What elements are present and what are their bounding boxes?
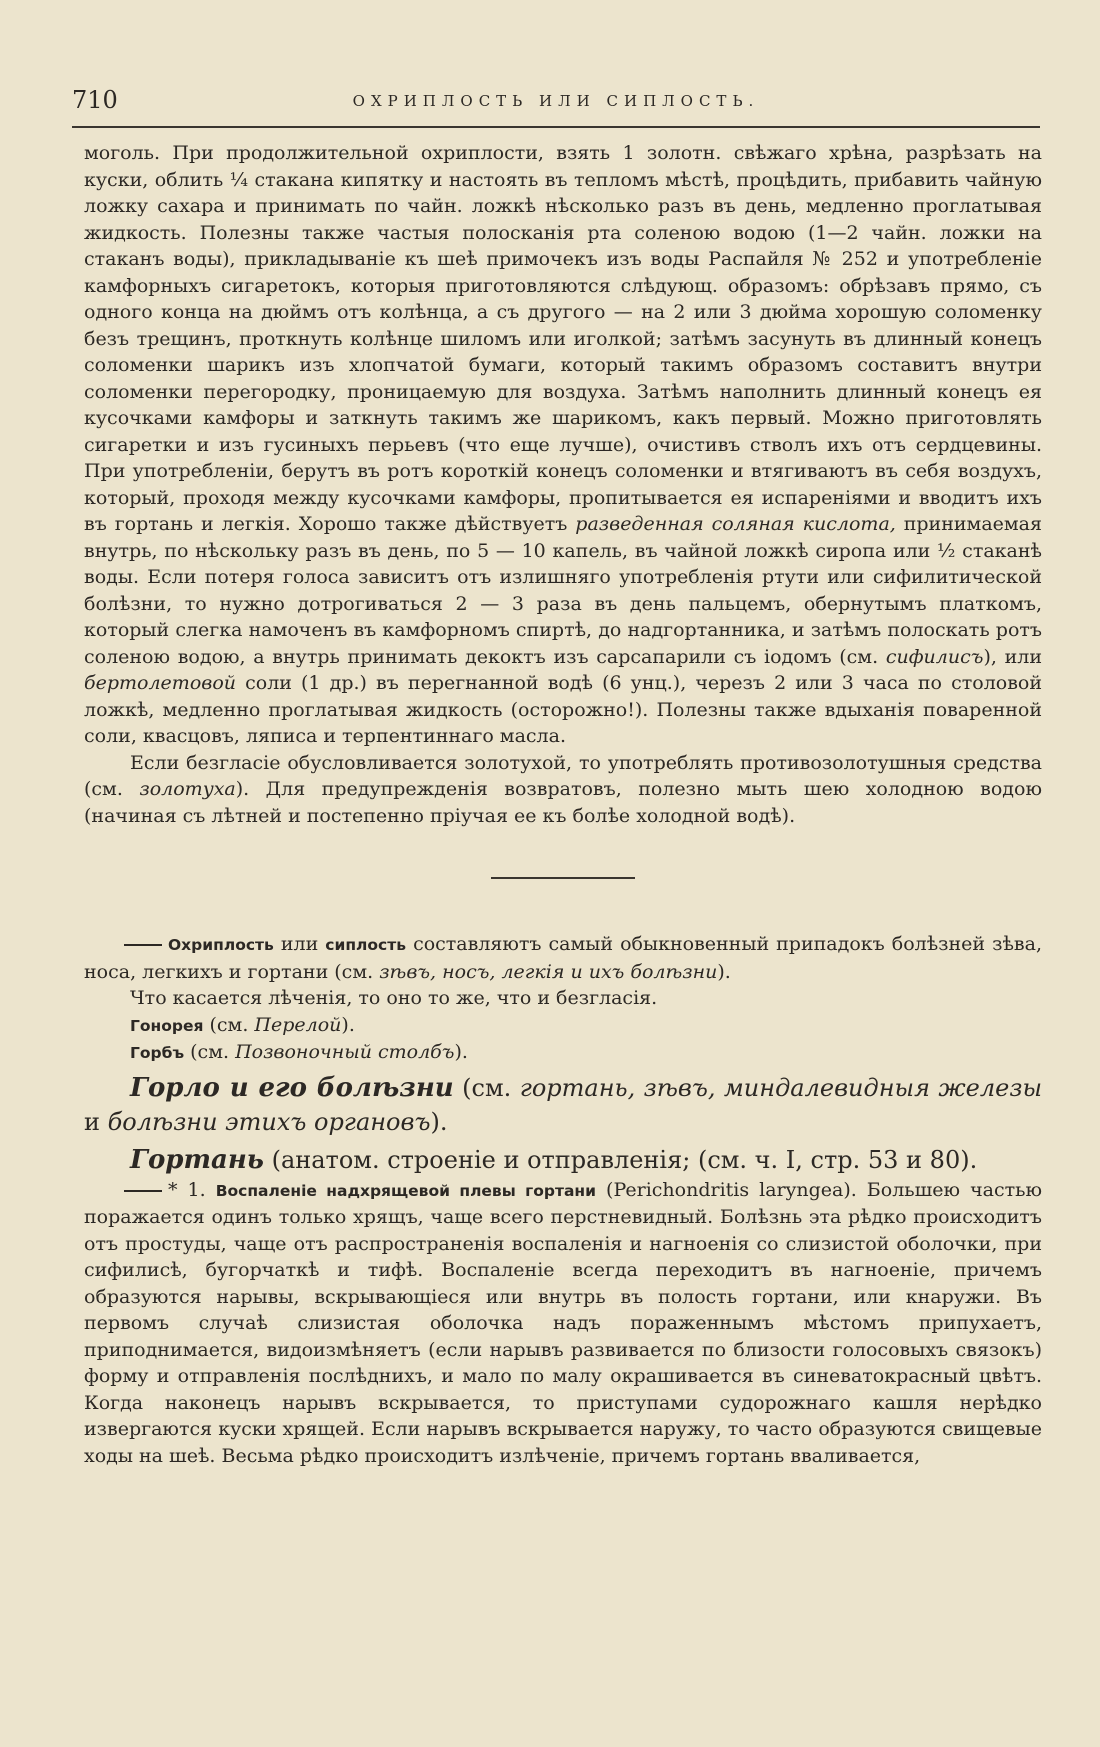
page-body <box>84 140 1042 1469</box>
text: ). <box>717 960 731 983</box>
text: Если безгласіе обусловливается золотухой, то употреблять противозолотушныя средства (см. <box>84 751 1042 800</box>
text: (см. <box>190 1041 230 1063</box>
header-rule <box>72 126 1040 128</box>
entry-number: * 1. <box>168 1178 206 1201</box>
entry-term: сиплость <box>325 936 407 954</box>
section-separator <box>491 877 635 879</box>
entry-hoarseness-treatment <box>84 985 1042 1012</box>
running-title: ОХРИПЛОСТЬ ИЛИ СИПЛОСТЬ. <box>352 92 760 110</box>
text: и <box>84 1107 100 1136</box>
cross-reference: гортань, зѣвъ, миндалевидныя железы <box>519 1073 1042 1102</box>
cross-reference: болѣзни этихъ органовъ <box>107 1107 431 1136</box>
entry-term: Воспаленіе надхрящевой плевы гортани <box>215 1181 596 1200</box>
text: или <box>280 933 319 955</box>
text: (см. <box>462 1073 512 1102</box>
entry-larynx <box>84 1143 1042 1177</box>
text: (анатом. строеніе и отправленія; (см. ч. I, стр. 53 и 80). <box>271 1145 978 1174</box>
text: принимаемая внутрь, по нѣскольку разъ въ день, по 5 — 10 капель, въ чайной ложкѣ сиропа или ½ стаканѣ воды. Если потеря голоса зависитъ отъ излишняго употребленія ртути или сифилитической болѣзни, то нужно дотрогиваться 2 — 3 раза въ день пальцемъ, обернутымъ платкомъ, который слегка намоченъ въ камфорномъ спиртѣ, до надгортанника, и затѣмъ полоскать ротъ соленою водою, а внутрь принимать декоктъ изъ сарсапарили съ іодомъ (см. <box>84 513 1042 668</box>
entry-term: Горбъ <box>130 1044 185 1062</box>
entry-perichondritis <box>84 1177 1042 1470</box>
emphasis: разведенная соляная кислота, <box>575 513 896 535</box>
entry-dash <box>124 1190 162 1192</box>
text: ), или <box>983 645 1042 668</box>
entry-gonorrhea <box>84 1012 1042 1040</box>
text: ). <box>454 1041 468 1063</box>
cross-reference: золотуха <box>139 778 236 800</box>
text: ). <box>430 1107 448 1136</box>
entry-term: Охриплость <box>168 936 274 954</box>
cross-reference: Позвоночный столбъ <box>235 1041 455 1063</box>
paragraph-scrofula <box>84 750 1042 830</box>
text: моголь. При продолжительной охриплости, взять 1 золотн. свѣжаго хрѣна, разрѣзать на куски, облить ¼ стакана кипятку и настоять въ тепломъ мѣстѣ, процѣдить, прибавить чайную ложку сахара и принимать по чайн. ложкѣ нѣсколько разъ въ день, медленно проглатывая жидкость. Полезны также частыя полосканія рта соленою водою (1—2 чайн. ложки на стаканъ воды), прикладываніе къ шеѣ примочекъ изъ воды Распайля № 252 и употребленіе камфорныхъ сигаретокъ, которыя приготовляются слѣдующ. образомъ: обрѣзавъ прямо, съ одного конца на дюймъ отъ колѣнца, а съ другого — на 2 или 3 дюйма хорошую соломенку безъ трещинъ, проткнуть колѣнце шиломъ или иголкой; затѣмъ засунуть въ длинный конецъ соломенки шарикъ изъ хлопчатой бумаги, который такимъ образомъ составитъ внутри соломенки перегородку, проницаемую для воздуха. Затѣмъ наполнить длинный конецъ ея кусочками камфоры и заткнуть такимъ же шарикомъ, какъ первый. Можно приготовлять сигаретки и изъ гусиныхъ перьевъ (что еще лучше), очистивъ стволъ ихъ отъ сердцевины. При употребленіи, берутъ въ ротъ короткій конецъ соломенки и втягиваютъ въ себя воздухъ, который, проходя между кусочками камфоры, пропитывается ея испареніями и вводитъ ихъ въ гортань и легкія. Хорошо также дѣйствуетъ <box>84 142 1042 535</box>
text: соли (1 др.) въ перегнанной водѣ (6 унц.), черезъ 2 или 3 часа по столовой ложкѣ, медленно проглатывая жидкость (осторожно!). Полезны также вдыханія поваренной соли, квасцовъ, ляписа и терпентиннаго масла. <box>84 672 1042 747</box>
headword: Гортань <box>130 1144 264 1175</box>
entry-hump <box>84 1039 1042 1067</box>
entry-dash <box>124 944 162 946</box>
text: составляютъ самый обыкновенный припадокъ болѣзней зѣва, носа, легкихъ и гортани (см. <box>84 933 1042 983</box>
paragraph-continuation <box>84 140 1042 750</box>
text: Что касается лѣченія, то оно то же, что и безгласія. <box>130 987 658 1009</box>
cross-reference: Перелой <box>254 1013 342 1036</box>
entry-hoarseness <box>84 931 1042 985</box>
text: ). Для предупрежденія возвратовъ, полезно мыть шею холодною водою (начиная съ лѣтней и постепенно пріучая ее къ болѣе холодной водѣ). <box>84 778 1042 827</box>
text: (Perichondritis laryngea). Большею частью поражается одинъ только хрящъ, чаще всего перстневидный. Болѣзнь эта рѣдко происходитъ отъ простуды, чаще отъ распространенія воспаленія и нагноенія со слизистой оболочки, при сифилисѣ, бугорчаткѣ и тифѣ. Воспаленіе всегда переходитъ въ нагноеніе, причемъ образуются нарывы, вскрывающіеся или внутрь въ полость гортани, или кнаружи. Въ первомъ случаѣ слизистая оболочка надъ пораженнымъ мѣстомъ припухаетъ, приподнимается, видоизмѣняетъ (если нарывъ развивается по близости голосовыхъ связокъ) форму и отправленія послѣднихъ, и мало по малу окрашивается въ синеватокрасный цвѣтъ. Когда наконецъ нарывъ вскрывается, то приступами судорожнаго кашля нерѣдко извергаются куски хрящей. Если нарывъ вскрывается наружу, то часто образуются свищевые ходы на шеѣ. Весьма рѣдко происходитъ излѣченіе, причемъ гортань вваливается, <box>84 1178 1043 1467</box>
page-number: 710 <box>72 86 118 114</box>
cross-reference: зѣвъ, носъ, легкія и ихъ болѣзни <box>379 960 718 983</box>
text: ). <box>341 1013 355 1036</box>
entry-term: Гонорея <box>130 1016 204 1035</box>
emphasis: бертолетовой <box>84 672 236 694</box>
headword: Горло и его болѣзни <box>130 1072 454 1103</box>
cross-reference: сифилисъ <box>885 645 984 668</box>
text: (см. <box>209 1013 249 1036</box>
entry-throat <box>84 1071 1042 1139</box>
page-header <box>72 86 1040 122</box>
